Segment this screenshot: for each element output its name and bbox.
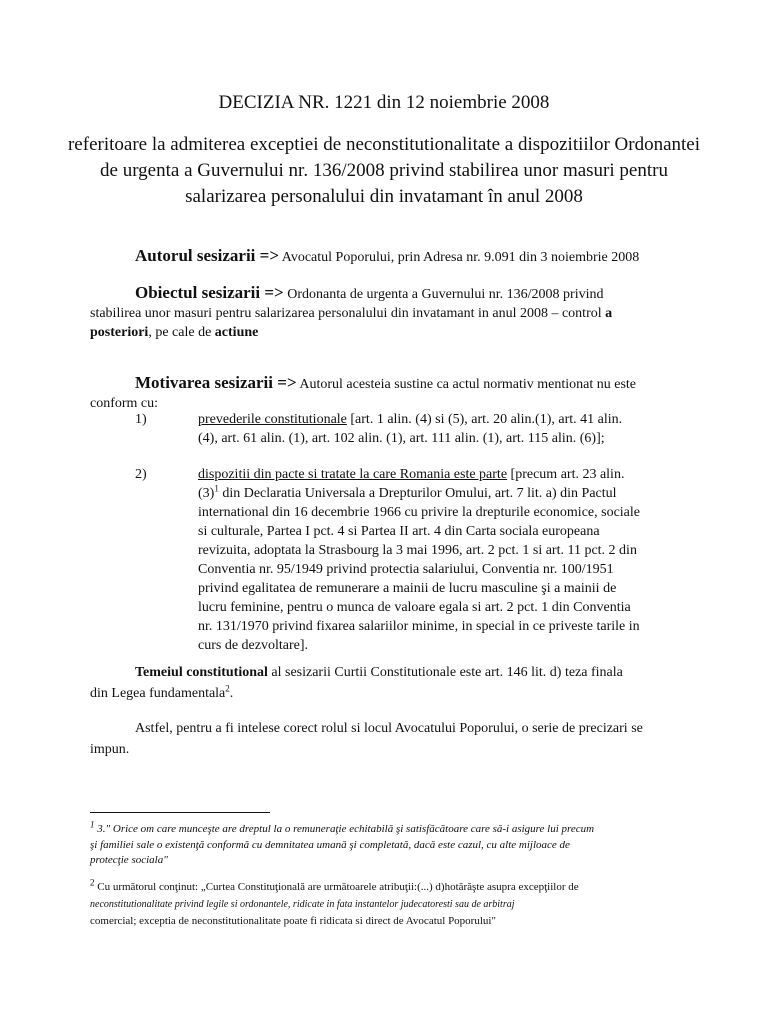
autor-text: Avocatul Poporului, prin Adresa nr. 9.091 din 3 noiembrie 2008: [279, 250, 640, 265]
footnote-2-text-1: Cu următorul conţinut: „Curtea Constituţională are următoarele atribuţii:(...) d)hotărăşte asupra excepţiilor de: [94, 881, 579, 893]
footnote-2-line-1: [90, 877, 579, 895]
item-2-line-1: [198, 465, 624, 484]
motivare-line-2: conform cu:: [90, 396, 159, 411]
item-2-number: 2): [135, 467, 147, 482]
footnote-ref-1: 1: [214, 483, 219, 494]
obiect-line-1: [135, 283, 603, 304]
obiect-text-2: stabilirea unor masuri pentru salarizarea personalului din invatamant in anul 2008 – control: [90, 306, 606, 321]
item-2-line-8: lucru feminine, pentru o munca de valoare egala si art. 2 pct. 1 din Conventia: [198, 600, 631, 615]
item-2-line-7: privind egalitatea de remunerare a mainii de lucru masculine şi a mainii de: [198, 581, 617, 596]
footnote-2-line-2: neconstitutionalitate privind legile si ordonantele, ridicate in fata instantelor judecatoresti sau de arbitraj: [90, 899, 515, 910]
footnote-separator: [90, 812, 270, 813]
footnote-1-line-1: [90, 819, 595, 837]
item-2-line-2: [198, 484, 617, 503]
obiect-bold-posteriori: posteriori: [90, 325, 149, 340]
obiect-line-3: [90, 323, 258, 342]
footnote-1-mark: 1: [90, 819, 95, 830]
item-2-line-4: si culturale, Partea I pct. 4 si Partea II art. 4 din Carta sociala europeana: [198, 524, 600, 539]
item-1-head: prevederile constitutionale: [198, 412, 347, 427]
item-2-line-5: revizuita, adoptata la Strasbourg la 3 mai 1996, art. 2 pct. 1 si art. 11 pct. 2 din: [198, 543, 637, 558]
footnote-2-mark: 2: [90, 877, 95, 888]
temei-line-2: [90, 684, 233, 703]
motivare-line-1: [135, 373, 636, 394]
item-2-line-10: curs de dezvoltare].: [198, 638, 308, 653]
item-2-line-3: international din 16 decembrie 1966 cu privire la drepturile economice, sociale: [198, 505, 640, 520]
item-1-line-2: (4), art. 61 alin. (1), art. 102 alin. (1), art. 111 alin. (1), art. 115 alin. (6)];: [198, 431, 605, 446]
motivare-label: Motivarea sesizarii =>: [135, 373, 297, 392]
autor-label: Autorul sesizarii =>: [135, 246, 280, 265]
item-2-line-6: Conventia nr. 95/1949 privind protectia salariului, Conventia nr. 100/1951: [198, 562, 614, 577]
document-title: DECIZIA NR. 1221 din 12 noiembrie 2008: [218, 92, 550, 113]
item-1-number: 1): [135, 412, 147, 427]
footnote-ref-2: 2: [225, 683, 230, 694]
footnote-1-line-3: protecţie sociala": [90, 854, 168, 866]
item-1-text-1: [art. 1 alin. (4) si (5), art. 20 alin.(1), art. 41 alin.: [346, 412, 623, 427]
obiect-label: Obiectul sesizarii =>: [135, 283, 284, 302]
autor-paragraph: [135, 246, 639, 267]
footnote-2-line-3: comercial; exceptia de neconstitutionalitate poate fi ridicata si direct de Avocatul Poporului": [90, 915, 496, 927]
obiect-bold-actiune: actiune: [214, 325, 259, 340]
document-subtitle: referitoare la admiterea exceptiei de neconstitutionalitate a dispozitiilor Ordonantei de urgenta a Guvernului nr. 136/2008 privind stabilirea unor masuri pentru salarizarea personalului din invatamant în anul 2008: [67, 134, 700, 207]
astfel-line-1: Astfel, pentru a fi intelese corect rolul si locul Avocatului Poporului, o serie de precizari se: [135, 721, 643, 736]
footnote-1-line-2: şi familiei sale o existenţă conformă cu demnitatea umană şi completată, dacă este cazul, cu alte mijloace de: [90, 839, 570, 851]
astfel-line-2: impun.: [90, 742, 130, 757]
obiect-line-2: [90, 304, 612, 323]
motivare-text-1: Autorul acesteia sustine ca actul normativ mentionat nu este: [296, 377, 637, 392]
obiect-tail: , pe cale de: [148, 325, 215, 340]
item-2-second-tail: din Declaratia Universala a Drepturilor Omului, art. 7 lit. a) din Pactul: [218, 486, 617, 501]
temei-bold: Temeiul constitutional: [135, 665, 268, 680]
temei-text-2: din Legea fundamentala: [90, 686, 226, 701]
obiect-bold-a: a: [605, 306, 613, 321]
temei-line-1: [135, 663, 623, 682]
item-2-second-pre: (3): [198, 486, 215, 501]
item-1-line-1: [198, 410, 622, 429]
footnote-1-text-1: 3." Orice om care munceşte are dreptul la o remuneraţie echitabilă şi satisfăcătoare care să-i asigure lui precum: [94, 823, 595, 835]
item-2-first-tail: [precum art. 23 alin.: [507, 467, 625, 482]
item-2-head: dispozitii din pacte si tratate la care Romania este parte: [198, 467, 508, 482]
temei-end: .: [229, 686, 234, 701]
temei-text-1: al sesizarii Curtii Constitutionale este art. 146 lit. d) teza finala: [267, 665, 623, 680]
item-2-line-9: nr. 131/1970 privind fixarea salariilor minime, in special in ce priveste tarile in: [198, 619, 640, 634]
obiect-text-1: Ordonanta de urgenta a Guvernului nr. 136/2008 privind: [283, 287, 604, 302]
